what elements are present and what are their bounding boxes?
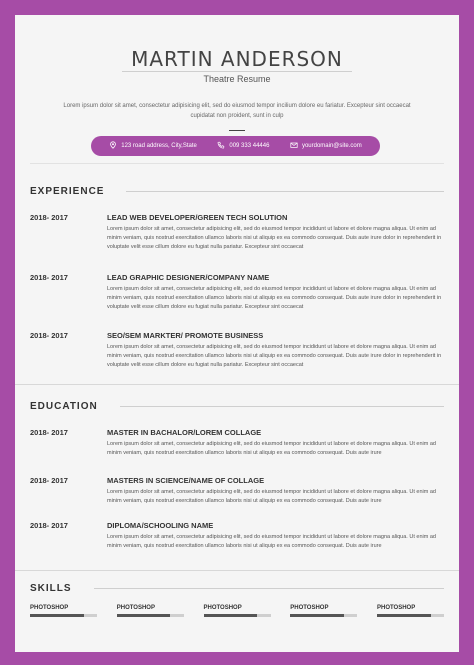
entry-date: 2018- 2017 — [30, 428, 68, 437]
skill-item — [377, 605, 444, 617]
email-text: yourdomain@site.com — [301, 143, 362, 149]
skill-item — [290, 605, 357, 617]
contact-phone — [217, 141, 269, 151]
skill-bar — [30, 614, 97, 617]
entry-description: Lorem ipsum dolor sit amet, consectetur adipisicing elit, sed do eiusmod tempor incididunt ut labore et dolore magna aliqua. Ut enim ad minim veniam, quis nostrud exercitation ullamco laboris nisi ut aliquip ex ea commodo consequat. Duis aute irure — [107, 489, 436, 504]
experience-rule — [126, 191, 444, 192]
entry-date: 2018- 2017 — [30, 476, 68, 485]
skill-fill — [290, 614, 344, 617]
education-title: EDUCATION — [30, 400, 98, 412]
entry-description: Lorem ipsum dolor sit amet, consectetur adipisicing elit, sed do eiusmod tempor incididunt ut labore et dolore magna aliqua. Ut enim ad minim veniam, quis nostrud exercitation ullamco laboris nisi ut aliquip ex ea commodo consequat. Duis aute irure dolor in reprehenderit in voluptate velit esse cillum dolore eu fugiat nulla pariatur. Excepteur sint occaecat — [107, 286, 442, 310]
skills-heading — [30, 582, 444, 594]
phone-icon — [217, 141, 225, 151]
entry-date: 2018- 2017 — [30, 273, 68, 282]
skill-label: PHOTOSHOP — [30, 605, 69, 611]
entry-description: Lorem ipsum dolor sit amet, consectetur adipisicing elit, sed do eiusmod tempor incididunt ut labore et dolore magna aliqua. Ut enim ad minim veniam, quis nostrud exercitation ullamco laboris nisi ut aliquip ex ea commodo consequat. Duis aute irure dolor in reprehenderit in voluptate velit esse cillum dolore eu fugiat nulla pariatur. Excepteur sint occaecat — [107, 344, 442, 368]
name-underline — [122, 71, 352, 72]
skill-fill — [377, 614, 431, 617]
section-divider — [15, 384, 459, 385]
skill-bar — [204, 614, 271, 617]
skill-item — [204, 605, 271, 617]
summary-text: Lorem ipsum dolor sit amet, consectetur adipisicing elit, sed do eiusmod tempor incilium dolore eu fariatur. Excepteur sint occaecat cupidatat non proident, sunt in culp — [63, 103, 411, 119]
education-rule — [120, 406, 444, 407]
address-text: 123 road address, City,State — [121, 143, 197, 149]
contact-email — [290, 141, 362, 151]
entry-title: MASTER IN BACHALOR/LOREM COLLAGE — [107, 428, 262, 437]
skill-fill — [204, 614, 258, 617]
experience-heading — [30, 185, 444, 197]
skill-bar — [377, 614, 444, 617]
skills-list — [30, 605, 444, 617]
skill-bar — [290, 614, 357, 617]
skill-item — [30, 605, 97, 617]
entry-title: DIPLOMA/SCHOOLING NAME — [107, 521, 214, 530]
location-icon — [109, 141, 117, 151]
skill-fill — [30, 614, 84, 617]
entry-date: 2018- 2017 — [30, 331, 68, 340]
entry-description: Lorem ipsum dolor sit amet, consectetur adipisicing elit, sed do eiusmod tempor incididunt ut labore et dolore magna aliqua. Ut enim ad minim veniam, quis nostrud exercitation ullamco laboris nisi ut aliquip ex ea commodo consequat. Duis aute irure — [107, 534, 436, 549]
entry-description: Lorem ipsum dolor sit amet, consectetur adipisicing elit, sed do eiusmod tempor incididunt ut labore et dolore magna aliqua. Ut enim ad minim veniam, quis nostrud exercitation ullamco laboris nisi ut aliquip ex ea commodo consequat. Duis aute irure — [107, 441, 436, 456]
entry-title: LEAD WEB DEVELOPER/GREEN TECH SOLUTION — [107, 213, 288, 222]
skill-fill — [117, 614, 171, 617]
experience-title: EXPERIENCE — [30, 185, 105, 197]
contact-bar — [91, 136, 380, 156]
skill-label: PHOTOSHOP — [377, 605, 416, 611]
skill-label: PHOTOSHOP — [116, 605, 155, 611]
entry-title: MASTERS IN SCIENCE/NAME OF COLLAGE — [107, 476, 265, 485]
resume-page — [15, 15, 459, 652]
email-icon — [290, 141, 298, 151]
contact-address — [109, 141, 197, 151]
entry-date: 2018- 2017 — [30, 521, 68, 530]
summary-divider — [229, 130, 245, 131]
education-heading — [30, 400, 444, 412]
section-divider — [15, 570, 459, 571]
phone-text: 009 333 44446 — [229, 143, 270, 149]
skill-item — [117, 605, 184, 617]
skill-label: PHOTOSHOP — [290, 605, 329, 611]
header-divider — [30, 163, 444, 164]
skill-bar — [117, 614, 184, 617]
entry-title: SEO/SEM MARKTER/ PROMOTE BUSINESS — [107, 331, 264, 340]
skills-title: SKILLS — [30, 582, 72, 594]
entry-date: 2018- 2017 — [30, 213, 68, 222]
resume-subtitle: Theatre Resume — [203, 74, 271, 84]
entry-title: LEAD GRAPHIC DESIGNER/COMPANY NAME — [107, 273, 270, 282]
skill-label: PHOTOSHOP — [203, 605, 242, 611]
candidate-name: MARTIN ANDERSON — [131, 47, 343, 71]
skills-rule — [94, 588, 444, 589]
entry-description: Lorem ipsum dolor sit amet, consectetur adipisicing elit, sed do eiusmod tempor incididunt ut labore et dolore magna aliqua. Ut enim ad minim veniam, quis nostrud exercitation ullamco laboris nisi ut aliquip ex ea commodo consequat. Duis aute irure dolor in reprehenderit in voluptate velit esse cillum dolore eu fugiat nulla pariatur. Excepteur sint occaecat — [107, 226, 442, 250]
